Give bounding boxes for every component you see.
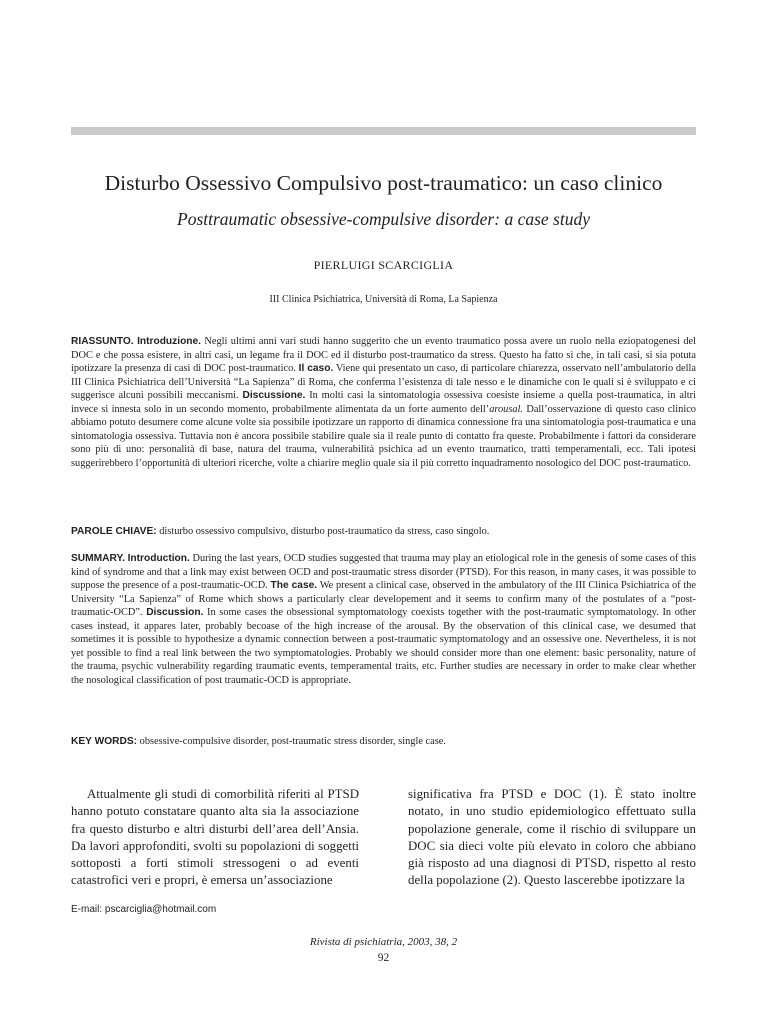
summary-discussion-text: In some cases the obsessional symptomatology coexists together with the post-traumatic symptomatology. In other cases instead, it appares later, probably becoase of the high increase of the arousal. By the observation of this clinical case, we desumed that sometimes it is possible to hypothesize a dynamic connection between a post-traumatic symptomatology and an ossessive one. Nevertheless, it is not yet possible to find a real link between the two symptomatologies. Probably we should consider more than one element: basic personality, nature of the trauma, psychic vulnerability regarding traumatic events, temperamental traits, etc. Further studies are necessary in order to make clear whether the nosological classification of post traumatic-OCD is appropriate. — [71, 607, 696, 686]
riassunto-discussion-heading: Discussione. — [242, 390, 306, 401]
riassunto-intro-text: Negli ultimi anni vari studi hanno suggerito che un evento traumatico possa avere un ruolo nella eziopatogenesi del DOC e che possa esistere, in altri casi, un legame fra il DOC ed il disturbo post-traumatico da stress. Questo ha fatto sì che, in tali casi, si sia potuta ipotizzare la presenza di casi di DOC post-traumatico. — [71, 336, 696, 374]
riassunto-case-text: Viene qui presentato un caso, di particolare chiarezza, osservato nell’ambulatorio della III Clinica Psichiatrica dell’Università “La Sapienza” di Roma, che conferma l’esistenza di tale nesso e le dinamiche con le quali si è sviluppato e ci suggerisce alcuni possibili meccanismi. — [71, 363, 696, 401]
contact-email: E-mail: pscarciglia@hotmail.com — [71, 904, 217, 915]
key-words — [71, 735, 696, 749]
riassunto-discussion-text-1: In molti casi la sintomatologia ossessiva coesiste insieme a quella post-traumatica, in altri invece si innesta solo in un secondo momento, probabilmente alimentata da un forte aumento dell’ — [71, 390, 696, 415]
page-number: 92 — [377, 952, 390, 964]
riassunto-heading: RIASSUNTO. — [71, 336, 134, 347]
key-words-label: KEY WORDS: — [71, 736, 138, 747]
summary-heading: SUMMARY. — [71, 553, 125, 564]
summary-intro-text: During the last years, OCD studies suggested that trauma may play an etiological role in the genesis of some cases of this kind of syndrome and that a link may exist between OCD and post-traumatic stress disorder (PTSD). For this reason, in many cases, it was possible to suppose the presence of a post-traumatic-OCD. — [71, 553, 696, 591]
riassunto-arousal-term: arousal. — [489, 403, 524, 415]
top-rule — [71, 127, 696, 135]
body-column-left: Attualmente gli studi di comorbilità riferiti al PTSD hanno potuto constatare quanto alta sia la associazione fra questo disturbo e altri disturbi dell’area dell’Ansia. Da lavori approfonditi, svolti su popolazioni di soggetti sottoposti a forti stimoli stressogeni o ad eventi catastrofici veri e propri, è emersa un’associazione — [71, 787, 359, 888]
riassunto-discussion-text-2: Dall’osservazione di questo caso clinico abbiamo potuto desumere come alcune volte sia possibile ipotizzare un rapporto di dinamica connessione fra una sintomatologia post-traumatica e una sintomatologia ossessiva. Tuttavia non è ancora possibile stabilire quale sia il reale punto di contatto fra queste. Probabilmente i fattori da considerare sono più di uno: personalità di base, natura del trauma, vulnerabilità psichica ad un evento traumatico, tratti temperamentali, ecc. Tali ipotesi suggerirebbero l’opportunità di ulteriori ricerche, volte a chiarire meglio quale sia il più corretto inquadramento nosologico del DOC post-traumatico. — [71, 403, 696, 469]
author-affiliation: III Clinica Psichiatrica, Università di Roma, La Sapienza — [269, 294, 498, 305]
riassunto-intro-heading: Introduzione. — [137, 336, 202, 347]
riassunto-case-heading: Il caso. — [298, 363, 334, 374]
author-name: PIERLUIGI SCARCIGLIA — [313, 258, 454, 272]
summary-discussion-heading: Discussion. — [146, 607, 204, 618]
summary-case-heading: The case. — [270, 580, 318, 591]
riassunto-abstract — [71, 335, 696, 470]
summary-abstract — [71, 552, 696, 687]
body-column-right: significativa fra PTSD e DOC (1). È stato inoltre notato, in uno studio epidemiologico effettuato sulla popolazione generale, come il rischio di sviluppare un DOC sia dieci volte più elevato in coloro che abbiano già risposto ad una diagnosi di PTSD, rispetto al resto della popolazione (2). Questo lascerebbe ipotizzare la — [408, 787, 696, 888]
article-subtitle: Posttraumatic obsessive-compulsive disorder: a case study — [177, 209, 590, 229]
parole-chiave-text: disturbo ossessivo compulsivo, disturbo post-traumatico da stress, caso singolo. — [159, 526, 490, 537]
parole-chiave-label: PAROLE CHIAVE: — [71, 526, 157, 537]
summary-case-text: We present a clinical case, observed in the ambulatory of the III Clinica Psichiatrica of the University “La Sapienza” of Rome which shows a particularly clear developement and it seems to confirm many of the postulates of a “post-traumatic-OCD”. — [71, 580, 696, 618]
parole-chiave — [71, 525, 696, 539]
key-words-text: obsessive-compulsive disorder, post-traumatic stress disorder, single case. — [139, 736, 446, 747]
journal-citation: Rivista di psichiatria, 2003, 38, 2 — [309, 936, 458, 948]
summary-intro-heading: Introduction. — [127, 553, 190, 564]
article-title: Disturbo Ossessivo Compulsivo post-traumatico: un caso clinico — [104, 171, 663, 195]
